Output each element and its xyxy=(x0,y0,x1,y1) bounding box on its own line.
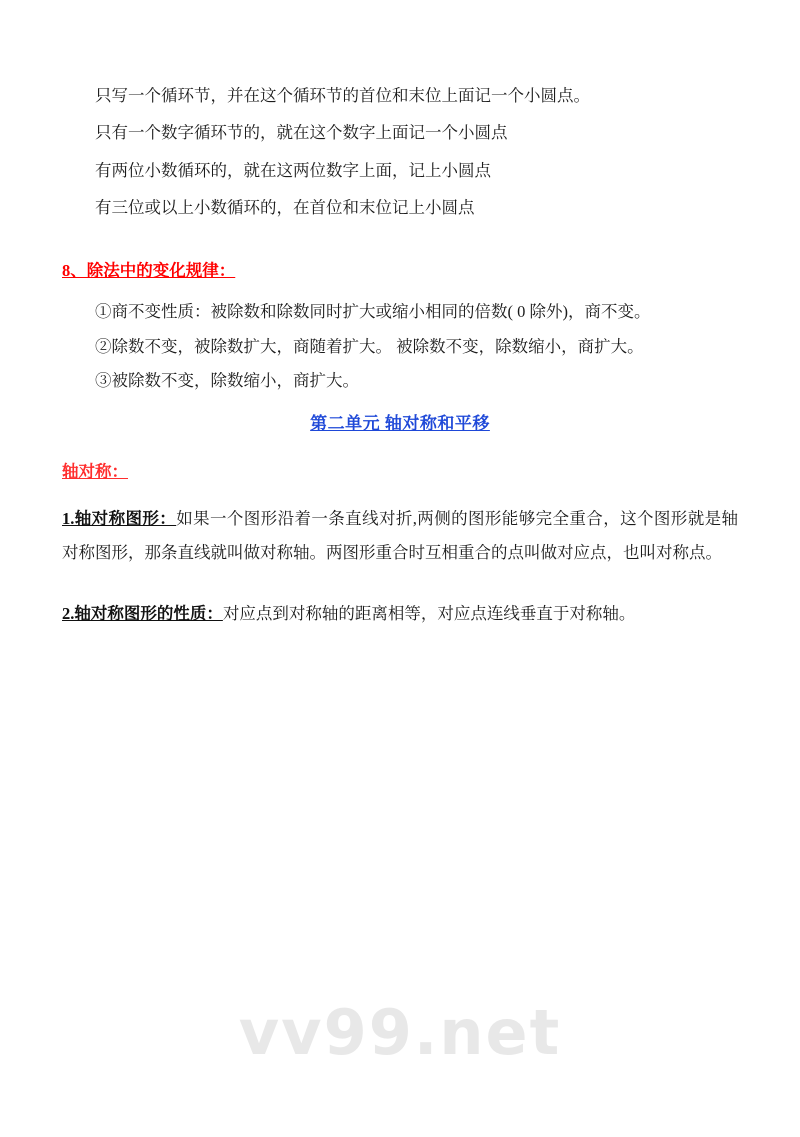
rule-line-4: 有三位或以上小数循环的，在首位和末位记上小圆点 xyxy=(95,198,475,218)
axis-symmetry-subheading: 轴对称： xyxy=(62,461,128,481)
spacer xyxy=(62,488,738,502)
section-8-item-2: ②除数不变，被除数扩大，商随着扩大。 被除数不变，除数缩小，商扩大。 xyxy=(95,336,644,356)
unit-2-title: 第二单元 轴对称和平移 xyxy=(310,413,490,433)
spacer xyxy=(62,399,738,407)
document-content xyxy=(62,78,738,632)
point-2-term: 2.轴对称图形的性质： xyxy=(62,604,223,624)
spacer xyxy=(62,287,738,295)
watermark: vv99.net xyxy=(238,996,562,1069)
section-8-heading: 8、除法中的变化规律： xyxy=(62,260,236,280)
spacer xyxy=(62,571,738,597)
point-1-text: 如果一个图形沿着一条直线对折,两侧的图形能够完全重合，这个图形就是轴对称图形，那条直线就叫做对称轴。两图形重合时互相重合的点叫做对应点，也叫对称点。 xyxy=(62,508,739,563)
spacer xyxy=(62,228,738,254)
rule-line-3: 有两位小数循环的，就在这两位数字上面，记上小圆点 xyxy=(95,160,491,180)
point-2 xyxy=(62,597,738,632)
point-1-term: 1.轴对称图形： xyxy=(62,508,177,528)
rule-line-1: 只写一个循环节，并在这个循环节的首位和末位上面记一个小圆点。 xyxy=(95,86,590,105)
rule-line-2: 只有一个数字循环节的，就在这个数字上面记一个小圆点 xyxy=(95,123,508,143)
spacer xyxy=(62,441,738,455)
section-8-item-1: ①商不变性质：被除数和除数同时扩大或缩小相同的倍数( 0 除外)，商不变。 xyxy=(95,301,651,321)
section-8-item-3: ③被除数不变，除数缩小，商扩大。 xyxy=(95,371,359,391)
point-2-text: 对应点到对称轴的距离相等，对应点连线垂直于对称轴。 xyxy=(222,604,636,624)
point-1 xyxy=(62,502,738,571)
